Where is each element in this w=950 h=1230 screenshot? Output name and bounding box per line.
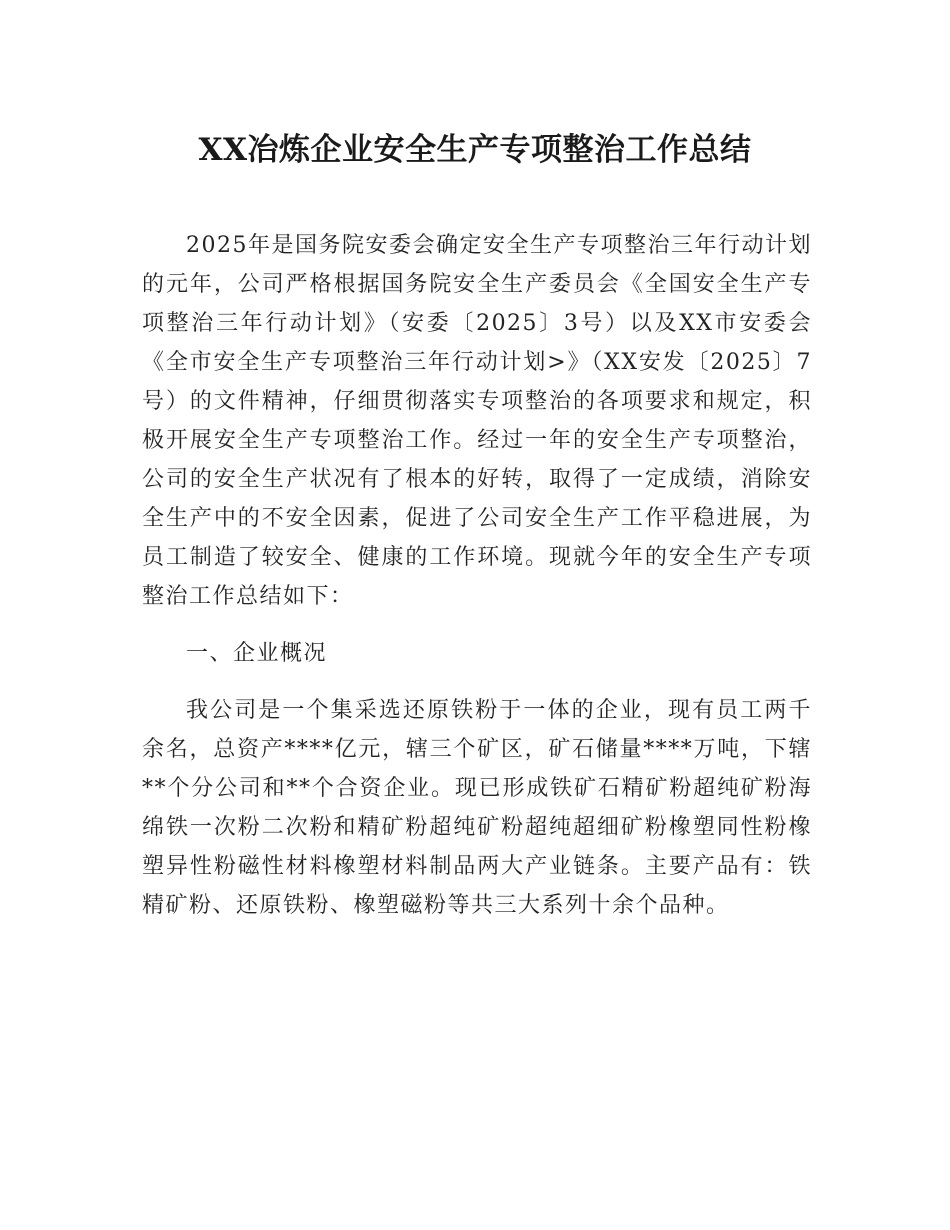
document-body [142, 226, 812, 925]
paragraph-company-overview: 我公司是一个集采选还原铁粉于一体的企业，现有员工两千余名，总资产****亿元，辖三个矿区，矿石储量****万吨，下辖**个分公司和**个合资企业。现已形成铁矿石精矿粉超纯矿粉海绵铁一次粉二次粉和精矿粉超纯矿粉超纯超细矿粉橡塑同性粉橡塑异性粉磁性材料橡塑材料制品两大产业链条。主要产品有：铁精矿粉、还原铁粉、橡塑磁粉等共三大系列十余个品种。 [142, 698, 812, 918]
document-title: XX冶炼企业安全生产专项整治工作总结 [198, 132, 752, 168]
section-heading-company-overview: 一、企业概况 [186, 641, 328, 666]
paragraph-intro: 2025年是国务院安委会确定安全生产专项整治三年行动计划的元年，公司严格根据国务院安全生产委员会《全国安全生产专项整治三年行动计划》（安委〔2025〕3号）以及XX市安委会《全市安全生产专项整治三年行动计划>》（XX安发〔2025〕7号）的文件精神，仔细贯彻落实专项整治的各项要求和规定，积极开展安全生产专项整治工作。经过一年的安全生产专项整治，公司的安全生产状况有了根本的好转，取得了一定成绩，消除安全生产中的不安全因素，促进了公司安全生产工作平稳进展，为员工制造了较安全、健康的工作环境。现就今年的安全生产专项整治工作总结如下： [142, 233, 812, 609]
